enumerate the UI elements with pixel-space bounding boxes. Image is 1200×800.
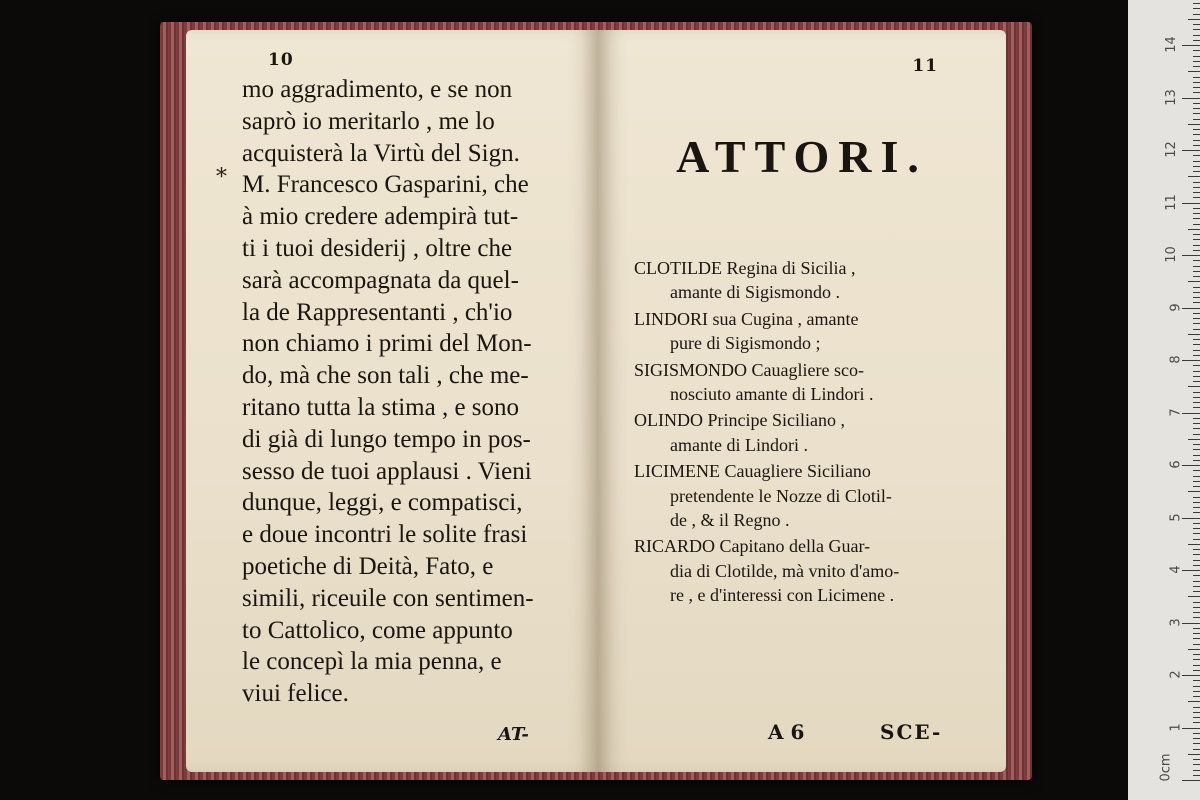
ruler-tick [1193,292,1200,293]
ruler-tick [1193,533,1200,534]
ruler-tick [1193,166,1200,167]
ruler-tick [1193,680,1200,681]
ruler-tick [1182,413,1200,414]
ruler-tick [1188,19,1200,20]
ruler-tick [1193,560,1200,561]
ruler-tick [1193,29,1200,30]
ruler-tick [1188,176,1200,177]
text-line: mo aggradimento, e se non [242,76,513,103]
right-catchword: SCE- [880,720,943,744]
ruler-tick [1188,491,1200,492]
ruler-tick [1193,239,1200,240]
ruler-tick [1193,329,1200,330]
ruler-unit-label: 0cm [1158,753,1174,782]
ruler-tick [1182,518,1200,519]
ruler-label: 14 [1164,36,1180,53]
cast-entry [634,258,974,307]
ruler-tick [1193,266,1200,267]
ruler-tick [1193,722,1200,723]
ruler-label: 11 [1164,193,1180,211]
ruler-tick [1193,56,1200,57]
ruler-tick [1182,675,1200,676]
ruler-tick [1193,654,1200,655]
measuring-ruler [1128,0,1200,800]
ruler-tick [1193,376,1200,377]
ruler-tick [1193,8,1200,9]
cast-name-line: CLOTILDE Regina di Sicilia , [634,258,856,278]
text-line: ritano tutta la stima , e sono [242,393,520,421]
ruler-tick [1193,770,1200,771]
ruler-tick [1193,161,1200,162]
cast-name-line: LINDORI sua Cugina , amante [634,308,859,329]
ruler-tick [1193,743,1200,744]
text-line: dunque, leggi, e compatisci, [242,489,523,517]
ruler-tick [1193,691,1200,692]
ruler-tick [1193,344,1200,345]
ruler-tick [1188,124,1200,125]
ruler-tick [1193,224,1200,225]
text-line: sarà accompagnata da quel- [242,266,519,294]
ruler-tick [1193,113,1200,114]
text-line: di già di lungo tempo in pos- [242,425,531,453]
text-line: ti i tuoi desiderij , oltre che [242,234,513,262]
ruler-label: 8 [1168,355,1184,364]
ruler-tick [1193,418,1200,419]
ruler-tick [1193,764,1200,765]
text-line: do, mà che son tali , che me- [242,362,529,390]
ruler-tick [1193,187,1200,188]
marginal-mark: * [216,165,227,190]
ruler-label: 5 [1168,512,1184,522]
cast-name-line: SIGISMONDO Cauagliere sco- [634,359,864,380]
ruler-tick [1193,591,1200,592]
ruler-tick [1193,607,1200,608]
ruler-tick [1193,129,1200,130]
ruler-tick [1193,539,1200,540]
ruler-tick [1193,250,1200,251]
ruler-tick [1193,271,1200,272]
ruler-tick [1193,428,1200,429]
ruler-tick [1193,402,1200,403]
ruler-tick [1193,108,1200,109]
ruler-tick [1193,612,1200,613]
ruler-tick [1193,617,1200,618]
ruler-tick [1193,481,1200,482]
text-line: saprò io meritarlo , me lo [242,107,495,135]
ruler-tick [1193,313,1200,314]
ruler-tick [1193,712,1200,713]
ruler-tick [1193,245,1200,246]
ruler-tick [1193,87,1200,88]
cast-description-line: pretendente le Nozze di Clotil- [670,485,892,506]
ruler-tick [1193,523,1200,524]
ruler-tick [1193,449,1200,450]
ruler-tick [1193,717,1200,718]
text-line: à mio credere adempirà tut- [242,203,519,231]
ruler-tick [1182,255,1200,256]
ruler-tick [1193,103,1200,104]
ruler-tick [1182,570,1200,571]
ruler-tick [1193,775,1200,776]
text-line: la de Rappresentanti , ch'io [242,298,513,326]
cast-list [634,258,974,611]
ruler-tick [1193,260,1200,261]
ruler-tick [1193,392,1200,393]
ruler-tick [1188,701,1200,702]
ruler-tick [1193,355,1200,356]
cast-entry [634,536,974,609]
ruler-tick [1193,381,1200,382]
ruler-tick [1193,659,1200,660]
left-page [186,30,598,772]
ruler-label: 4 [1168,565,1184,574]
right-page [598,30,1006,772]
ruler-tick [1193,759,1200,760]
ruler-label: 10 [1164,246,1180,263]
ruler-tick [1193,696,1200,697]
text-line: non chiamo i primi del Mon- [242,330,532,358]
ruler-tick [1193,77,1200,78]
cast-entry [634,309,974,358]
ruler-tick [1188,229,1200,230]
ruler-tick [1193,24,1200,25]
ruler-tick [1193,586,1200,587]
text-line: poetiche di Deità, Fato, e [242,552,494,580]
ruler-tick [1193,602,1200,603]
ruler-tick [1193,486,1200,487]
ruler-tick [1193,460,1200,461]
ruler-tick [1188,439,1200,440]
ruler-tick [1182,98,1200,99]
ruler-tick [1193,302,1200,303]
cast-name-line: LICIMENE Cauagliere Siciliano [634,461,871,482]
ruler-tick [1193,644,1200,645]
ruler-tick [1193,171,1200,172]
ruler-tick [1193,581,1200,582]
text-line: M. Francesco Gasparini, che [242,171,529,199]
ruler-tick [1193,665,1200,666]
ruler-tick [1193,14,1200,15]
cast-description-line: nosciuto amante di Lindori . [670,383,874,404]
cast-entry [634,461,974,534]
ruler-tick [1193,733,1200,734]
ruler-label: 6 [1168,460,1184,469]
ruler-tick [1182,360,1200,361]
ruler-tick [1193,323,1200,324]
cast-description-line: re , e d'interessi con Licimene . [670,585,895,606]
ruler-tick [1193,738,1200,739]
ruler-tick [1188,71,1200,72]
ruler-tick [1193,633,1200,634]
ruler-tick [1182,45,1200,46]
text-line: e doue incontri le solite frasi [242,521,528,549]
ruler-tick [1182,308,1200,309]
ruler-tick [1193,749,1200,750]
text-line: le concepì la mia penna, e [242,648,502,676]
cast-name-line: OLINDO Principe Siciliano , [634,410,845,431]
ruler-tick [1193,476,1200,477]
ruler-tick [1182,780,1200,781]
cast-entry [634,360,974,409]
ruler-tick [1193,213,1200,214]
ruler-tick [1188,754,1200,755]
ruler-tick [1193,528,1200,529]
ruler-tick [1193,638,1200,639]
ruler-tick [1193,350,1200,351]
ruler-tick [1193,444,1200,445]
ruler-tick [1193,686,1200,687]
ruler-tick [1193,371,1200,372]
ruler-label: 9 [1168,302,1184,312]
cast-description-line: pure di Sigismondo ; [670,333,821,354]
ruler-tick [1193,92,1200,93]
ruler-tick [1182,728,1200,729]
ruler-tick [1193,140,1200,141]
ruler-tick [1193,287,1200,288]
ruler-tick [1193,61,1200,62]
ruler-label: 1 [1168,722,1184,732]
ruler-tick [1193,575,1200,576]
ruler-tick [1193,192,1200,193]
ruler-tick [1193,502,1200,503]
ruler-tick [1188,281,1200,282]
ruler-tick [1182,150,1200,151]
cast-description-line: amante di Sigismondo . [670,282,840,303]
ruler-tick [1193,423,1200,424]
ruler-label: 12 [1164,141,1180,158]
text-line: sesso de tuoi applausi . Vieni [242,457,532,485]
ruler-tick [1193,40,1200,41]
ruler-tick [1193,134,1200,135]
ruler-label: 7 [1168,407,1184,417]
ruler-tick [1182,465,1200,466]
ruler-tick [1193,365,1200,366]
ruler-tick [1193,434,1200,435]
text-line: acquisterà la Virtù del Sign. [242,139,520,167]
ruler-tick [1193,119,1200,120]
ruler-tick [1193,82,1200,83]
ruler-tick [1188,596,1200,597]
ruler-tick [1193,565,1200,566]
ruler-tick [1193,208,1200,209]
left-catchword: AT- [498,724,529,745]
ruler-tick [1193,297,1200,298]
ruler-tick [1193,276,1200,277]
ruler-tick [1193,318,1200,319]
text-line: viui felice. [242,680,349,708]
ruler-tick [1193,66,1200,67]
signature-mark: A 6 [768,720,805,744]
ruler-tick [1193,554,1200,555]
ruler-tick [1193,397,1200,398]
ruler-tick [1193,470,1200,471]
ruler-tick [1193,35,1200,36]
ruler-label: 2 [1168,670,1184,679]
ruler-tick [1182,203,1200,204]
ruler-tick [1188,334,1200,335]
ruler-tick [1193,218,1200,219]
ruler-tick [1193,507,1200,508]
cast-heading: ATTORI. [676,131,928,182]
ruler-tick [1193,455,1200,456]
right-page-number: 11 [912,56,938,76]
ruler-tick [1193,628,1200,629]
cast-name-line: RICARDO Capitano della Guar- [634,536,871,557]
left-page-text [242,74,592,710]
ruler-tick [1193,497,1200,498]
ruler-tick [1193,50,1200,51]
ruler-tick [1193,407,1200,408]
ruler-tick [1188,544,1200,545]
ruler-tick [1193,512,1200,513]
ruler-tick [1193,155,1200,156]
ruler-tick [1193,339,1200,340]
cast-description-line: de , & il Regno . [670,509,790,530]
ruler-label: 3 [1168,617,1184,627]
text-line: simili, riceuile con sentimen- [242,584,534,612]
left-page-number: 10 [268,50,294,70]
cast-description-line: amante di Lindori . [670,434,808,455]
cast-description-line: dia di Clotilde, mà vnito d'amo- [670,560,900,581]
ruler-label: 13 [1164,88,1180,106]
ruler-tick [1193,197,1200,198]
ruler-tick [1193,707,1200,708]
text-line: to Cattolico, come appunto [242,616,513,644]
ruler-tick [1193,3,1200,4]
ruler-tick [1182,623,1200,624]
ruler-tick [1193,182,1200,183]
ruler-tick [1193,145,1200,146]
cast-entry [634,410,974,459]
ruler-tick [1193,670,1200,671]
ruler-tick [1193,234,1200,235]
ruler-tick [1188,649,1200,650]
ruler-tick [1188,386,1200,387]
ruler-tick [1193,549,1200,550]
